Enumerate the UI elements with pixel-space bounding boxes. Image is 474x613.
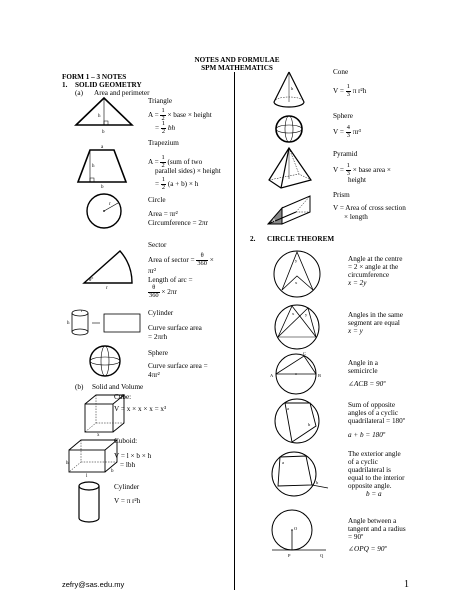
page-title: NOTES AND FORMULAE [194, 56, 280, 64]
svg-text:y: y [305, 312, 308, 317]
sector-figure [80, 245, 136, 289]
sector-area-formula-cont: πr² [148, 267, 157, 275]
cuboid-b-label: b [111, 469, 114, 474]
svg-text:A: A [270, 373, 274, 378]
column-divider [234, 72, 235, 590]
svg-text:C: C [303, 352, 307, 356]
trapezium-formula-2: parallel sides) × height [155, 167, 221, 175]
footer-email: zefry@sas.edu.my [62, 580, 125, 589]
svg-text:x: x [295, 280, 298, 285]
section1-number: 1. [62, 81, 68, 89]
svg-text:B: B [318, 373, 322, 378]
theorem3-line1: Angle in a [348, 359, 378, 367]
theorem5-line1: The exterior angle [348, 450, 401, 458]
cube-formula: V = x × x × x = x³ [114, 405, 167, 413]
sub-b-label: (b) [75, 383, 84, 391]
cylinder-h-label: h [67, 321, 70, 326]
svg-text:x: x [292, 311, 295, 316]
theorem1-figure [270, 248, 324, 300]
sector-theta-label: θ° [89, 278, 94, 283]
theorem5-figure [266, 448, 330, 500]
theorem1-line4: x = 2y [348, 279, 367, 287]
prism-figure [264, 194, 316, 228]
svg-text:y: y [295, 258, 298, 263]
circle-r-label: r [109, 202, 111, 207]
section1-title: SOLID GEOMETRY [75, 81, 142, 89]
cone-name: Cone [333, 68, 349, 76]
svg-text:P: P [288, 553, 291, 558]
triangle-formula-1: A = $\frac{1}{2}$ × base × height [148, 107, 212, 122]
cuboid-name: Cuboid: [114, 437, 138, 445]
theorem6-line2: tangent and a radius [348, 525, 406, 533]
theorem3-figure [268, 352, 324, 398]
cylinder-r-label: r [81, 308, 83, 313]
triangle-b-label: b [102, 130, 105, 135]
theorem4-line1: Sum of opposite [348, 401, 396, 409]
sphere-volume-name: Sphere [333, 112, 353, 120]
trapezium-a-label: a [101, 145, 104, 150]
theorem1-line1: Angle at the centre [348, 255, 403, 263]
trapezium-formula-1: A = $\frac{1}{2}$ (sum of two [148, 154, 203, 169]
theorem5-line3: quadrilateral is [348, 466, 391, 474]
circle-circumference-formula: Circumference = 2πr [148, 219, 208, 227]
svg-text:O: O [294, 526, 298, 531]
pyramid-name: Pyramid [333, 150, 358, 158]
sector-r-label: r [106, 286, 108, 289]
theorem5-line2: of a cyclic [348, 458, 378, 466]
sector-area-formula: Area of sector = $\frac{\theta}{360}$ × [148, 252, 214, 267]
svg-text:b: b [316, 480, 319, 485]
theorem5-line6: b = a [366, 490, 382, 498]
sector-arc-formula: $\frac{\theta}{360}$ × 2πr [149, 284, 177, 299]
sub-b-title: Solid and Volume [92, 383, 144, 391]
trapezium-formula-3: = $\frac{1}{2}$ (a + b) × h [155, 176, 199, 191]
sphere-figure [88, 344, 122, 378]
trapezium-h-label: h [92, 164, 95, 169]
sub-a-label: (a) [75, 89, 83, 97]
section2-number: 2. [250, 235, 256, 243]
prism-formula-2: × length [344, 213, 368, 221]
pyramid-formula-2: height [348, 176, 366, 184]
theorem4-figure [270, 396, 324, 446]
pyramid-formula-1: V = $\frac{1}{3}$ × base area × [333, 162, 391, 177]
sphere-volume-figure [274, 114, 304, 144]
theorem2-figure [270, 302, 324, 352]
page-number: 1 [404, 579, 409, 590]
cylinder-volume-name: Cylinder [114, 483, 140, 491]
cylinder-formula-1: Curve surface area [148, 324, 202, 332]
theorem2-line3: x = y [348, 327, 363, 335]
circle-area-formula: Area = πr² [148, 210, 178, 218]
triangle-figure [72, 95, 136, 137]
cuboid-figure [66, 436, 120, 478]
svg-text:a: a [287, 406, 289, 411]
section2-title: CIRCLE THEOREM [267, 235, 335, 243]
theorem3-line2: semicircle [348, 367, 378, 375]
trapezium-name: Trapezium [148, 139, 179, 147]
sphere-formula-1: Curve surface area = [148, 362, 208, 370]
trapezium-figure [74, 142, 130, 188]
cone-h-label: h [291, 86, 294, 91]
cylinder-net-figure [64, 308, 144, 338]
svg-text:b: b [308, 422, 311, 427]
theorem6-line1: Angle between a [348, 517, 397, 525]
circle-name: Circle [148, 196, 166, 204]
prism-name: Prism [333, 191, 350, 199]
svg-text:a: a [282, 460, 284, 465]
cylinder-name: Cylinder [148, 309, 174, 317]
theorem4-line2: angles of a cyclic [348, 409, 399, 417]
cuboid-l-label: l [86, 474, 88, 478]
theorem5-line4: equal to the interior [348, 474, 405, 482]
sub-a-title: Area and perimeter [94, 89, 150, 97]
theorem1-line3: circumference [348, 271, 390, 279]
triangle-h-label: h [98, 114, 101, 119]
pyramid-figure [265, 146, 315, 192]
form-title: FORM 1 – 3 NOTES [62, 73, 127, 81]
sector-name: Sector [148, 241, 167, 249]
cuboid-formula-2: = lbh [120, 461, 136, 469]
cone-figure [271, 70, 307, 110]
theorem5-line5: opposite angle. [348, 482, 392, 490]
circle-figure [84, 192, 124, 230]
page-subtitle: SPM MATHEMATICS [201, 64, 273, 72]
theorem6-figure [270, 508, 330, 560]
cylinder-formula-2: = 2πrh [148, 333, 168, 341]
theorem1-line2: = 2 × angle at the [348, 263, 399, 271]
triangle-name: Triangle [148, 97, 173, 105]
theorem2-line1: Angles in the same [348, 311, 403, 319]
cylinder-volume-formula: V = π r²h [114, 497, 141, 505]
theorem2-line2: segment are equal [348, 319, 400, 327]
sector-arc-label: Length of arc = [148, 276, 193, 284]
theorem6-line4: ∠OPQ = 90º [348, 545, 387, 553]
prism-formula-1: V = Area of cross section [333, 204, 406, 212]
cone-formula: V = $\frac{1}{3}$ π r²h [333, 83, 367, 98]
cube-x-label: x [97, 433, 100, 436]
triangle-formula-2: = $\frac{1}{2}$ bh [155, 120, 176, 135]
svg-text:A: A [272, 219, 276, 224]
cube-name: Cube: [114, 393, 132, 401]
cuboid-h-label: h [66, 461, 69, 466]
theorem3-line3: ∠ACB = 90º [348, 380, 386, 388]
theorem4-line4: a + b = 180º [348, 431, 386, 439]
sphere-name: Sphere [148, 349, 168, 357]
cylinder-figure [76, 480, 102, 526]
theorem6-line3: = 90º [348, 533, 364, 541]
sphere-formula-2: 4πr² [148, 371, 160, 379]
sphere-volume-formula: V = $\frac{4}{3}$ πr³ [333, 124, 361, 139]
svg-text:Q: Q [320, 553, 324, 558]
cuboid-formula-1: V = l × b × h [114, 452, 152, 460]
theorem4-line3: quadrilateral = 180º [348, 417, 405, 425]
trapezium-b-label: b [101, 185, 104, 188]
